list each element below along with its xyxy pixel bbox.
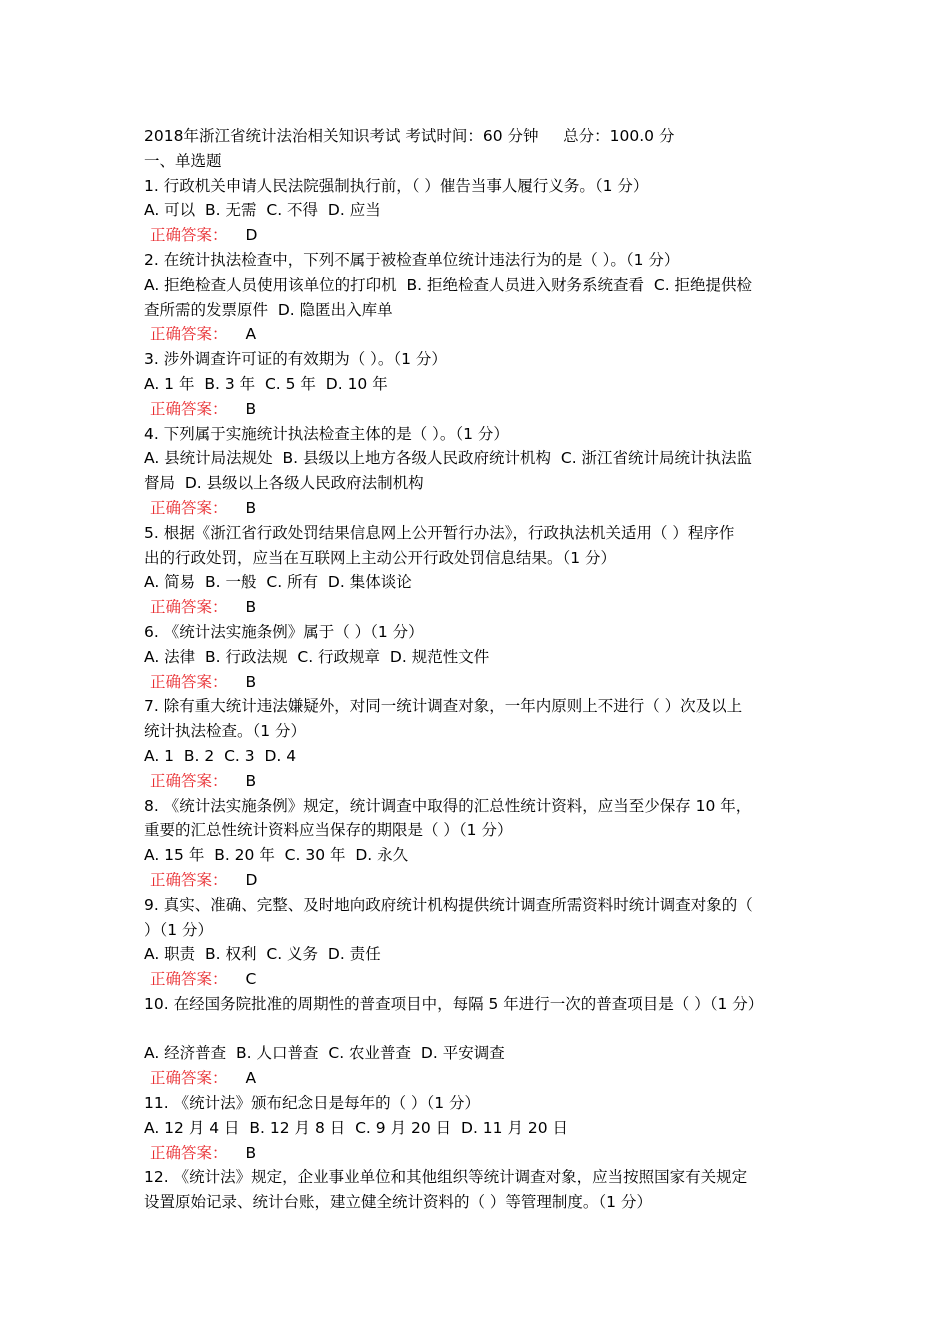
answer-value: B [245, 672, 257, 691]
answer-label: 正确答案： [150, 498, 228, 517]
question-text: 统计执法检查。（1 分） [144, 722, 307, 741]
question-text: 重要的汇总性统计资料应当保存的期限是（ ）（1 分） [144, 821, 513, 840]
question-options: A. 县统计局法规处 B. 县级以上地方各级人民政府统计机构 C. 浙江省统计局统计执法监 [144, 449, 753, 468]
answer-value: D [245, 870, 258, 889]
answer-line [144, 1066, 810, 1091]
answer-value: D [245, 226, 258, 245]
question-options: A. 职责 B. 权利 C. 义务 D. 责任 [144, 945, 381, 964]
question-text: 9. 真实、准确、完整、及时地向政府统计机构提供统计调查所需资料时统计调查对象的（ [144, 895, 753, 914]
question-options: A. 经济普查 B. 人口普查 C. 农业普查 D. 平安调查 [144, 1044, 505, 1063]
section-heading: 一、单选题 [144, 151, 222, 170]
answer-line [144, 595, 810, 620]
answer-label: 正确答案： [150, 598, 228, 617]
question-text [144, 1017, 810, 1042]
question-options: A. 可以 B. 无需 C. 不得 D. 应当 [144, 201, 381, 220]
question-text: 8. 《统计法实施条例》规定，统计调查中取得的汇总性统计资料，应当至少保存 10 年， [144, 796, 752, 815]
answer-value: B [245, 399, 257, 418]
question-item [144, 248, 810, 347]
question-text: 10. 在经国务院批准的周期性的普查项目中，每隔 5 年进行一次的普查项目是（ ）（1 分） [144, 994, 764, 1013]
question-options: 查所需的发票原件 D. 隐匿出入库单 [144, 300, 393, 319]
question-item [144, 174, 810, 248]
answer-value: B [245, 498, 257, 517]
answer-line [144, 397, 810, 422]
question-item [144, 1091, 810, 1165]
answer-line [144, 322, 810, 347]
question-item [144, 620, 810, 694]
question-text: 4. 下列属于实施统计执法检查主体的是（ ）。（1 分） [144, 424, 509, 443]
answer-value: B [245, 771, 257, 790]
question-text: 1. 行政机关申请人民法院强制执行前，（ ）催告当事人履行义务。（1 分） [144, 176, 649, 195]
question-text: 设置原始记录、统计台账，建立健全统计资料的（ ）等管理制度。（1 分） [144, 1193, 652, 1212]
question-item [144, 893, 810, 992]
question-item [144, 992, 810, 1091]
answer-value: A [245, 1069, 257, 1088]
question-item [144, 422, 810, 521]
exam-document [144, 124, 810, 1215]
answer-label: 正确答案： [150, 771, 228, 790]
answer-label: 正确答案： [150, 870, 228, 889]
question-options: A. 1 B. 2 C. 3 D. 4 [144, 746, 297, 765]
answer-line [144, 868, 810, 893]
question-text: 11. 《统计法》颁布纪念日是每年的（ ）（1 分） [144, 1094, 481, 1113]
question-item [144, 521, 810, 620]
question-options: A. 简易 B. 一般 C. 所有 D. 集体谈论 [144, 573, 412, 592]
question-list [144, 174, 810, 1215]
question-text: 12. 《统计法》规定，企业事业单位和其他组织等统计调查对象，应当按照国家有关规定 [144, 1168, 748, 1187]
question-text: 3. 涉外调查许可证的有效期为（ ）。（1 分） [144, 350, 447, 369]
question-item [144, 794, 810, 893]
answer-label: 正确答案： [150, 226, 228, 245]
answer-value: B [245, 1143, 257, 1162]
answer-label: 正确答案： [150, 672, 228, 691]
answer-label: 正确答案： [150, 399, 228, 418]
answer-line [144, 769, 810, 794]
answer-value: C [245, 970, 257, 989]
question-text: 6. 《统计法实施条例》属于（ ）（1 分） [144, 622, 424, 641]
question-options: A. 15 年 B. 20 年 C. 30 年 D. 永久 [144, 846, 409, 865]
question-item [144, 694, 810, 793]
question-text: 7. 除有重大统计违法嫌疑外，对同一统计调查对象，一年内原则上不进行（ ）次及以上 [144, 697, 743, 716]
answer-line [144, 670, 810, 695]
answer-value: A [245, 325, 257, 344]
question-options: A. 法律 B. 行政法规 C. 行政规章 D. 规范性文件 [144, 647, 490, 666]
question-options: A. 拒绝检查人员使用该单位的打印机 B. 拒绝检查人员进入财务系统查看 C. 拒绝提供检 [144, 275, 753, 294]
answer-line [144, 223, 810, 248]
answer-line [144, 1141, 810, 1166]
question-item [144, 1165, 810, 1215]
question-options: A. 12 月 4 日 B. 12 月 8 日 C. 9 月 20 日 D. 11 月 20 日 [144, 1118, 569, 1137]
answer-label: 正确答案： [150, 970, 228, 989]
question-item [144, 347, 810, 421]
question-text: ）（1 分） [144, 920, 214, 939]
question-options: A. 1 年 B. 3 年 C. 5 年 D. 10 年 [144, 374, 388, 393]
question-options: 督局 D. 县级以上各级人民政府法制机构 [144, 474, 424, 493]
exam-title: 2018年浙江省统计法治相关知识考试 考试时间：60 分钟 总分：100.0 分 [144, 127, 675, 145]
answer-line [144, 967, 810, 992]
answer-line [144, 496, 810, 521]
question-text: 出的行政处罚，应当在互联网上主动公开行政处罚信息结果。（1 分） [144, 548, 617, 567]
question-text: 2. 在统计执法检查中，下列不属于被检查单位统计违法行为的是（ ）。（1 分） [144, 250, 680, 269]
answer-value: B [245, 598, 257, 617]
answer-label: 正确答案： [150, 1143, 228, 1162]
question-text: 5. 根据《浙江省行政处罚结果信息网上公开暂行办法》，行政执法机关适用（ ）程序作 [144, 523, 735, 542]
answer-label: 正确答案： [150, 1069, 228, 1088]
answer-label: 正确答案： [150, 325, 228, 344]
